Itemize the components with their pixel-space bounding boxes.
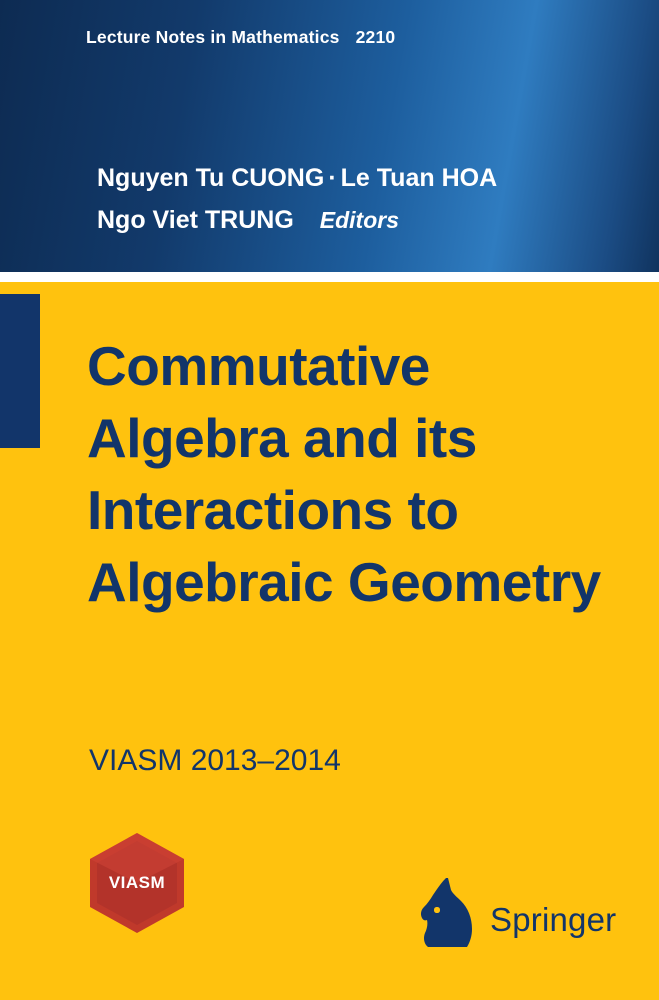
editor-separator: · [328,164,337,192]
springer-logo [415,874,617,954]
series-volume: 2210 [355,27,396,47]
editor-name-3: Ngo Viet TRUNG [97,206,294,234]
cover-header-panel [0,0,659,272]
book-subtitle: VIASM 2013–2014 [89,744,341,777]
viasm-logo [85,831,189,935]
series-line [86,27,395,48]
editor-name-1: Nguyen Tu CUONG [97,164,325,192]
editors-line-1 [97,157,497,199]
editors-role-label: Editors [319,207,399,233]
header-yellow-strip [0,282,659,294]
editor-name-2: Le Tuan HOA [340,164,498,192]
editors-line-2 [97,199,497,241]
series-name: Lecture Notes in Mathematics [86,27,340,47]
editors-block [97,157,497,241]
cover-main-panel [0,294,659,1000]
header-white-gap [0,272,659,282]
book-title: Commutative Algebra and its Interactions to Algebraic Geometry [87,335,601,613]
springer-wordmark: Springer [490,901,617,938]
viasm-logo-text: VIASM [108,873,166,892]
knight-horse-icon [415,874,485,950]
left-accent-bar [0,294,40,448]
